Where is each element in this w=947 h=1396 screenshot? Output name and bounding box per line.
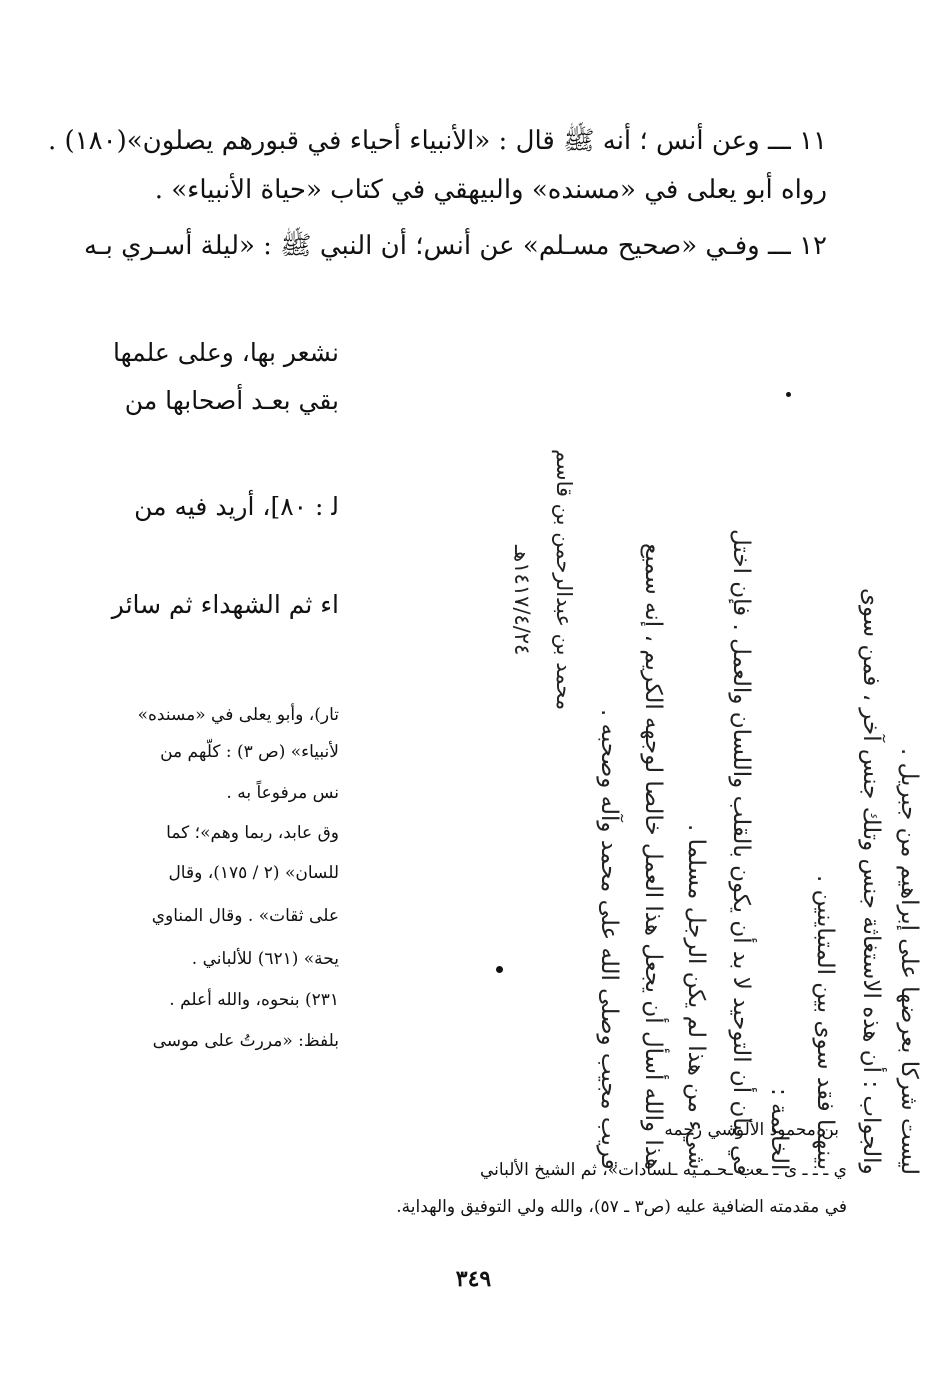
middle-fragment-3: ﻟ : ٨٠]، أريد فيه من bbox=[134, 492, 339, 521]
main-text-line-1: ١١ ـــ وعن أنس ؛ أنه ﷺ قال : «الأنبياء أحياء في قبورهم يصلون»(١٨٠) . bbox=[47, 126, 827, 156]
handwritten-column-10: ١٤١٧/٤/٢٤هـ bbox=[510, 544, 534, 655]
footnote-fragment-5: للسان» (٢ / ١٧٥)، وقال bbox=[168, 863, 339, 883]
footnote-fragment-7: يحة» (٦٢١) للألباني . bbox=[191, 949, 339, 969]
main-text-line-3: ١٢ ـــ وفـي «صحيح مسـلم» عن أنس؛ أن النبي ﷺ : «ليلة أسـري بـه bbox=[84, 231, 827, 261]
footnote-fragment-9: بلفظ: «مررتُ على موسى bbox=[152, 1031, 339, 1051]
main-text-line-2: رواه أبو يعلى في «مسنده» والبيهقي في كتاب «حياة الأنبياء» . bbox=[154, 175, 827, 205]
stray-dot bbox=[496, 966, 503, 973]
page-number: ٣٤٩ bbox=[455, 1266, 492, 1292]
footnote-fragment-4: وق عابد، ربما وهم»؛ كما bbox=[166, 823, 339, 843]
handwritten-column-2: والجواب : أن هذه الاستغاثة جنس وتلك جنس آخر ، فمن سوى bbox=[858, 588, 884, 1175]
handwritten-column-8: قريب مجيب وصلى الله على محمد وآله وصحبه . bbox=[596, 709, 622, 1170]
handwritten-column-6: شيء من هذا لم يكن الرجل مسلما . bbox=[683, 824, 709, 1170]
middle-fragment-2: بقي بعـد أصحابها من bbox=[124, 386, 339, 415]
handwritten-column-9: محمد بن عبدالرحمن بن قاسم bbox=[552, 448, 576, 710]
footnote-fragment-8: ٢٣١) بنحوه، والله أعلم . bbox=[169, 990, 339, 1010]
middle-fragment-4: اء ثم الشهداء ثم سائر bbox=[111, 590, 339, 619]
middle-fragment-1: نشعر بها، وعلى علمها bbox=[112, 338, 339, 367]
footnote-fragment-2: لأنبياء» (ص ٣) : كلّهم من bbox=[160, 742, 339, 762]
handwritten-column-4: الخاتمة : bbox=[766, 1087, 792, 1170]
handwritten-column-7: هذا والله أسأل أن يجعل هذا العمل خالصا لوجهه الكريم ، إنه سميع bbox=[640, 542, 666, 1170]
stray-dot bbox=[786, 392, 791, 397]
bottom-text-line-3: في مقدمته الضافية عليه (ص٣ ـ ٥٧)، والله ولي التوفيق والهداية. bbox=[396, 1197, 847, 1217]
bottom-text-line-2: ي ـ ـ ـ ى ـ ـعب ـحـمـيه ـلسادات»، ثم الشيخ الألباني bbox=[479, 1160, 847, 1180]
footnote-fragment-1: تار)، وأبو يعلى في «مسنده» bbox=[137, 705, 339, 725]
footnote-fragment-3: نس مرفوعاً به . bbox=[226, 783, 339, 803]
bottom-text-line-1: بن محمود الألوسي رحمه bbox=[664, 1120, 839, 1140]
footnote-fragment-6: على ثقات» . وقال المناوي bbox=[151, 906, 339, 926]
handwritten-column-1: ليست شركا بعرضها على إبراهيم من جبريل . bbox=[896, 747, 922, 1175]
handwritten-column-5: في بيان أن التوحيد لا بد أن يكون بالقلب واللسان والعمل . فإن اختل bbox=[728, 528, 754, 1175]
handwritten-column-3: بينهما فقد سوى بين المتباينين . bbox=[812, 874, 838, 1170]
